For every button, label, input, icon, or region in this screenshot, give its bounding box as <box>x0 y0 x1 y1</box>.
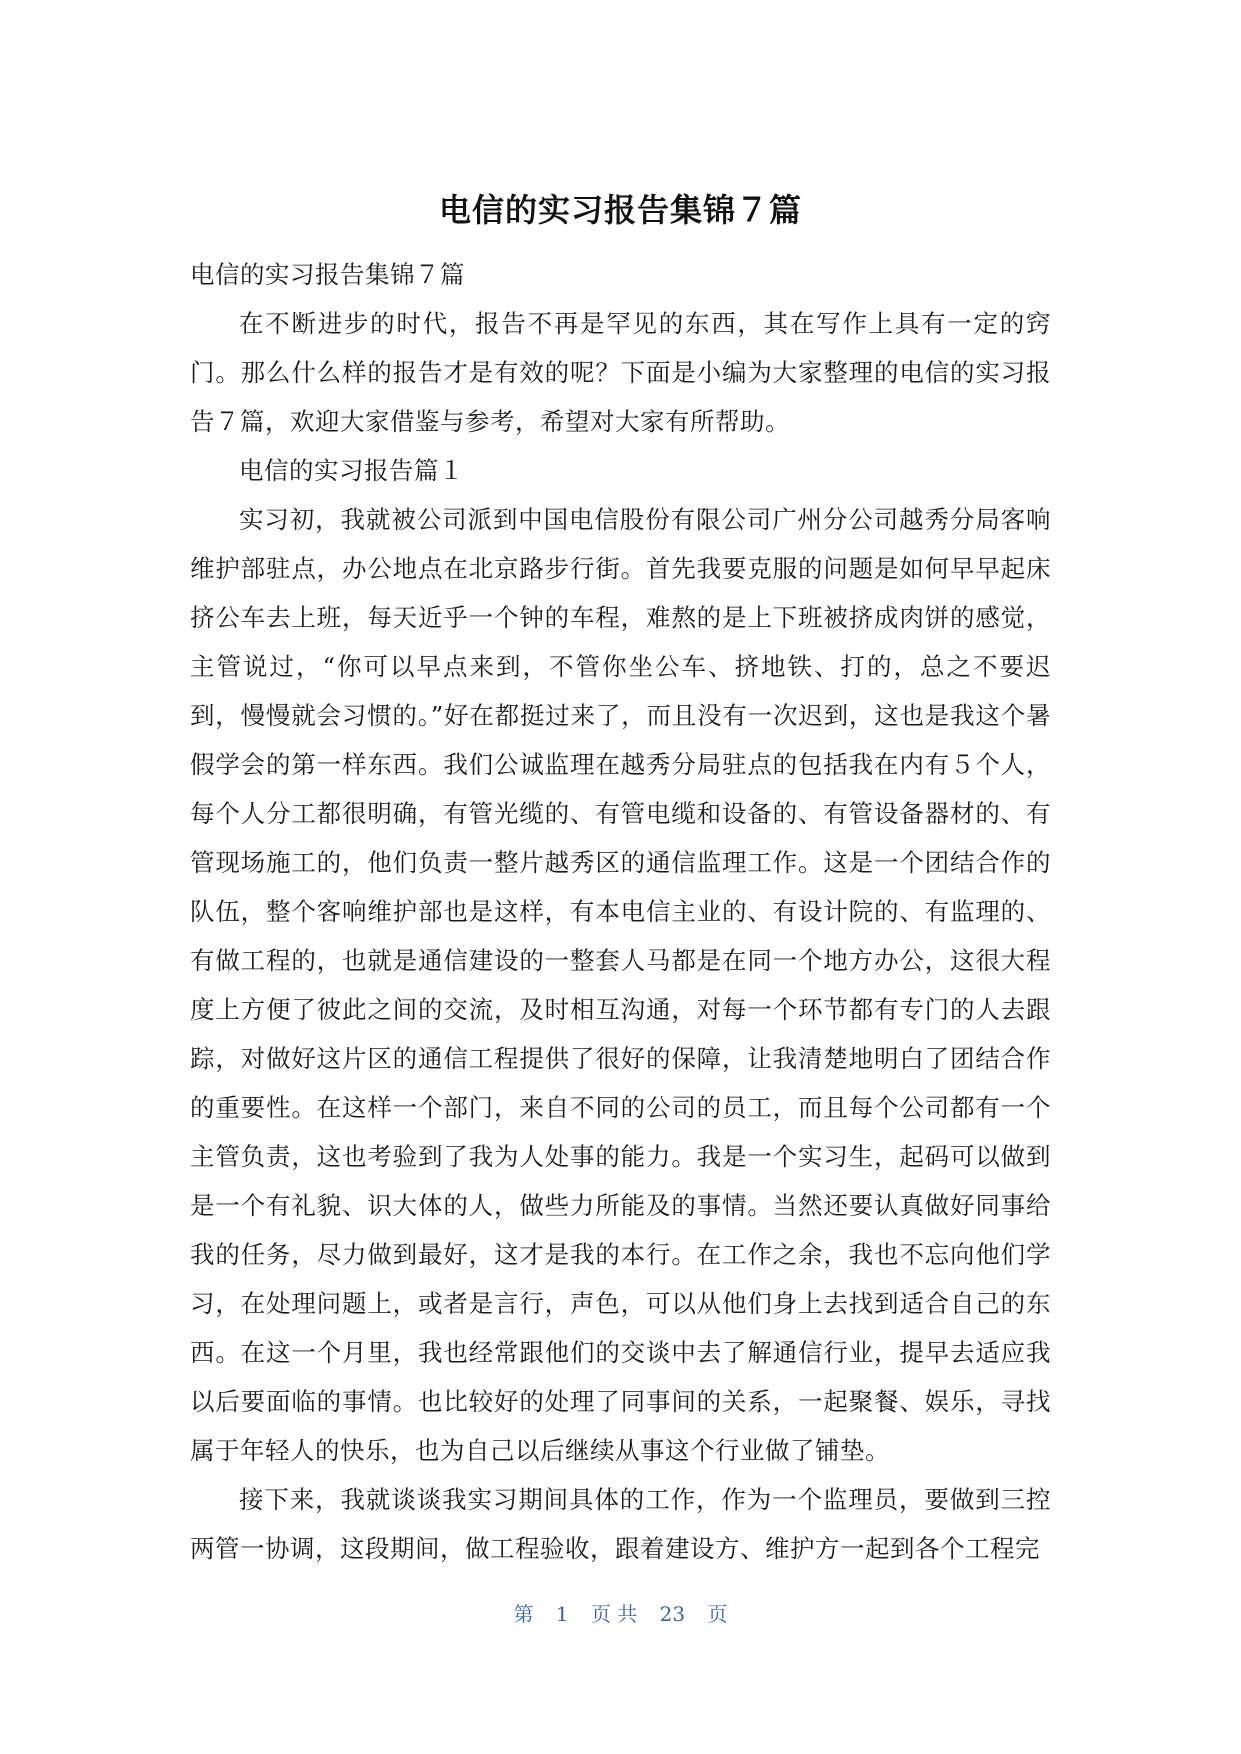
footer-total-pages: 23 <box>659 1602 686 1626</box>
page-footer <box>0 1600 1241 1628</box>
section-heading: 电信的实习报告篇１ <box>239 456 464 485</box>
footer-middle: 页 共 <box>590 1602 638 1626</box>
footer-current-page: 1 <box>555 1602 569 1626</box>
body-paragraph: 接下来，我就谈谈我实习期间具体的工作，作为一个监理员，要做到三控两管一协调，这段期间，做工程验收，跟着建设方、维护方一起到各个工程完 <box>190 1485 1051 1563</box>
document-title: 电信的实习报告集锦７篇 <box>438 191 802 229</box>
intro-paragraph: 在不断进步的时代，报告不再是罕见的东西，其在写作上具有一定的窍门。那么什么样的报告才是有效的呢？下面是小编为大家整理的电信的实习报告７篇，欢迎大家借鉴与参考，希望对大家有所帮助。 <box>190 309 1051 436</box>
footer-prefix: 第 <box>513 1602 534 1626</box>
subtitle-line: 电信的实习报告集锦７篇 <box>190 260 465 289</box>
document-body <box>190 250 1051 1573</box>
body-paragraph: 实习初，我就被公司派到中国电信股份有限公司广州分公司越秀分局客响维护部驻点，办公地点在北京路步行街。首先我要克服的问题是如何早早起床挤公车去上班，每天近乎一个钟的车程，难熬的是上下班被挤成肉饼的感觉，主管说过，“你可以早点来到，不管你坐公车、挤地铁、打的，总之不要迟到，慢慢就会习惯的。”好在都挺过来了，而且没有一次迟到，这也是我这个暑假学会的第一样东西。我们公诚监理在越秀分局驻点的包括我在内有５个人，每个人分工都很明确，有管光缆的、有管电缆和设备的、有管设备器材的、有管现场施工的，他们负责一整片越秀区的通信监理工作。这是一个团结合作的队伍，整个客响维护部也是这样，有本电信主业的、有设计院的、有监理的、有做工程的，也就是通信建设的一整套人马都是在同一个地方办公，这很大程度上方便了彼此之间的交流，及时相互沟通，对每一个环节都有专门的人去跟踪，对做好这片区的通信工程提供了很好的保障，让我清楚地明白了团结合作的重要性。在这样一个部门，来自不同的公司的员工，而且每个公司都有一个主管负责，这也考验到了我为人处事的能力。我是一个实习生，起码可以做到是一个有礼貌、识大体的人，做些力所能及的事情。当然还要认真做好同事给我的任务，尽力做到最好，这才是我的本行。在工作之余，我也不忘向他们学习，在处理问题上，或者是言行，声色，可以从他们身上去找到适合自己的东西。在这一个月里，我也经常跟他们的交谈中去了解通信行业，提早去适应我以后要面临的事情。也比较好的处理了同事间的关系，一起聚餐、娱乐，寻找属于年轻人的快乐，也为自己以后继续从事这个行业做了铺垫。 <box>190 505 1051 1465</box>
footer-suffix: 页 <box>707 1602 728 1626</box>
